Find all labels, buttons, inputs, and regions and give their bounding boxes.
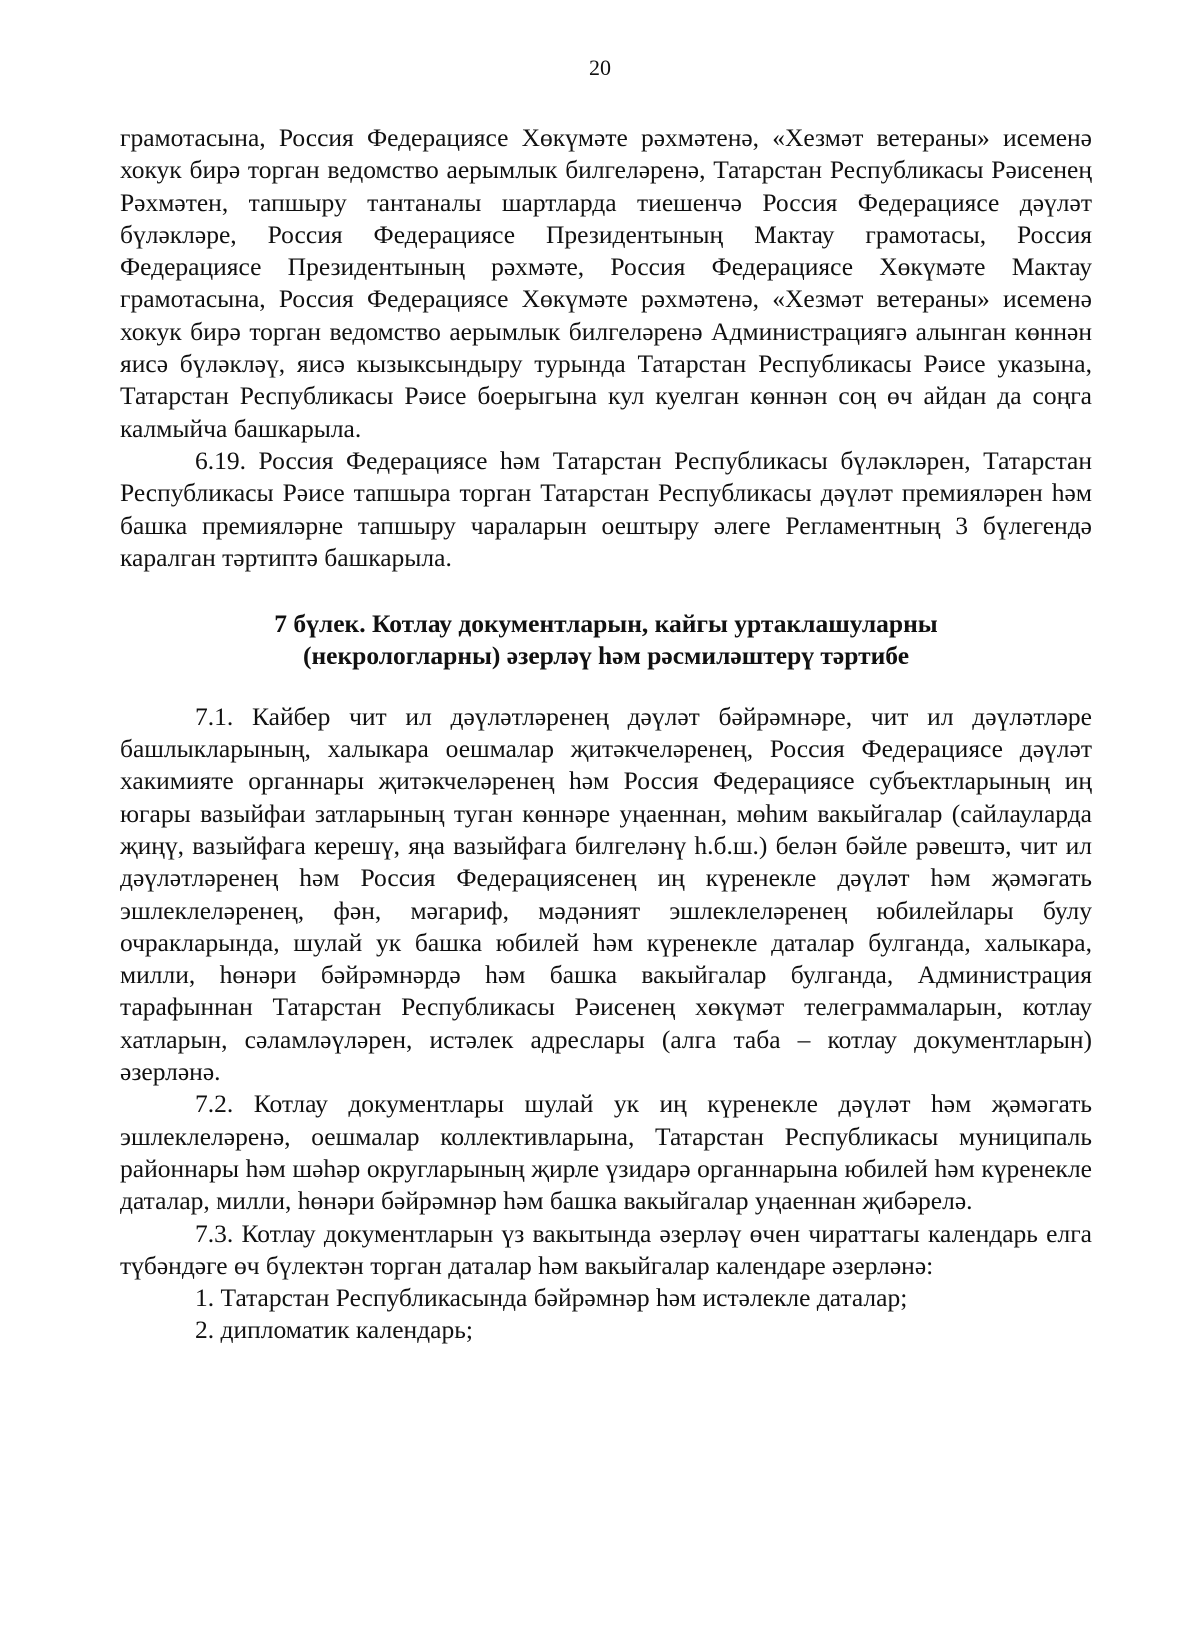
section-heading (120, 608, 1092, 673)
paragraph-6-19: 6.19. Россия Федерациясе һәм Татарстан Республикасы бүләкләрен, Татарстан Республикасы Рәисе тапшыра торган Татарстан Республикасы дәүләт премияләрен һәм башка премияләрне тапшыру чараларын оештыру әлеге Регламентның 3 бүлегендә каралган тәртиптә башкарыла. (120, 445, 1092, 572)
page-number: 20 (589, 55, 611, 80)
list-item: 1. Татарстан Республикасында бәйрәмнәр һәм истәлекле даталар; (195, 1283, 908, 1313)
paragraph-7-3: 7.3. Котлау документларын үз вакытында әзерләү өчен чираттагы календарь елга түбәндәге өч бүлектән торган даталар һәм вакыйгалар календаре әзерләнә: (120, 1218, 1092, 1280)
document-body (120, 122, 1092, 1347)
section-heading-line-2: (некрологларны) әзерләү һәм рәсмиләштерү тәртибе (302, 641, 910, 671)
paragraph-7-2: 7.2. Котлау документлары шулай ук иң күренекле дәүләт һәм җәмәгать эшлеклеләренә, оешмалар коллективларына, Татарстан Республикасы муниципаль районнары һәм шәһәр округларының җирле үзидарә органнарына юбилей һәм күренекле даталар, милли, һөнәри бәйрәмнәр һәм башка вакыйгалар уңаеннан җибәрелә. (120, 1089, 1092, 1216)
paragraph-continuation: грамотасына, Россия Федерациясе Хөкүмәте рәхмәтенә, «Хезмәт ветераны» исеменә хокук бирә торган ведомство аерымлык билгеләренә, Татарстан Республикасы Рәисенең Рәхмәтен, тапшыру тантаналы шартларда тиешенчә Россия Федерациясе дәүләт бүләкләре, Россия Федерациясе Президентының Мактау грамотасы, Россия Федерациясе Президентының рәхмәте, Россия Федерациясе Хөкүмәте Мактау грамотасына, Россия Федерациясе Хөкүмәте рәхмәтенә, «Хезмәт ветераны» исеменә хокук бирә торган ведомство аерымлык билгеләренә Администрациягә алынган көннән яисә бүләкләү, яисә кызыксындыру турында Татарстан Республикасы Рәисе указына, Татарстан Республикасы Рәисе боерыгына кул куелган көннән соң өч айдан да соңга калмыйча башкарыла. (120, 123, 1092, 443)
section-heading-line-1: 7 бүлек. Котлау документларын, кайгы уртаклашуларны (274, 609, 938, 639)
list-item: 2. дипломатик календарь; (195, 1315, 473, 1345)
paragraph-7-1: 7.1. Кайбер чит ил дәүләтләренең дәүләт бәйрәмнәре, чит ил дәүләтләре башлыкларының, халыкара оешмалар җитәкчеләренең, Россия Федерациясе дәүләт хакимияте органнары җитәкчеләренең һәм Россия Федерациясе субъектларының иң югары вазыйфаи затларының туган көннәре уңаеннан, мөһим вакыйгалар (сайлауларда җиңү, вазыйфага керешү, яңа вазыйфага билгеләнү һ.б.ш.) белән бәйле рәвештә, чит ил дәүләтләренең һәм Россия Федерациясенең иң күренекле дәүләт һәм җәмәгать эшлеклеләренең, фән, мәгариф, мәдәният эшлеклеләренең юбилейлары булу очракларында, шулай ук башка юбилей һәм күренекле даталар булганда, халыкара, милли, һөнәри бәйрәмнәрдә һәм башка вакыйгалар булганда, Администрация тарафыннан Татарстан Республикасы Рәисенең хөкүмәт телеграммаларын, котлау хатларын, сәламләүләрен, истәлек адреслары (алга таба – котлау документларын) әзерләнә. (120, 701, 1092, 1087)
